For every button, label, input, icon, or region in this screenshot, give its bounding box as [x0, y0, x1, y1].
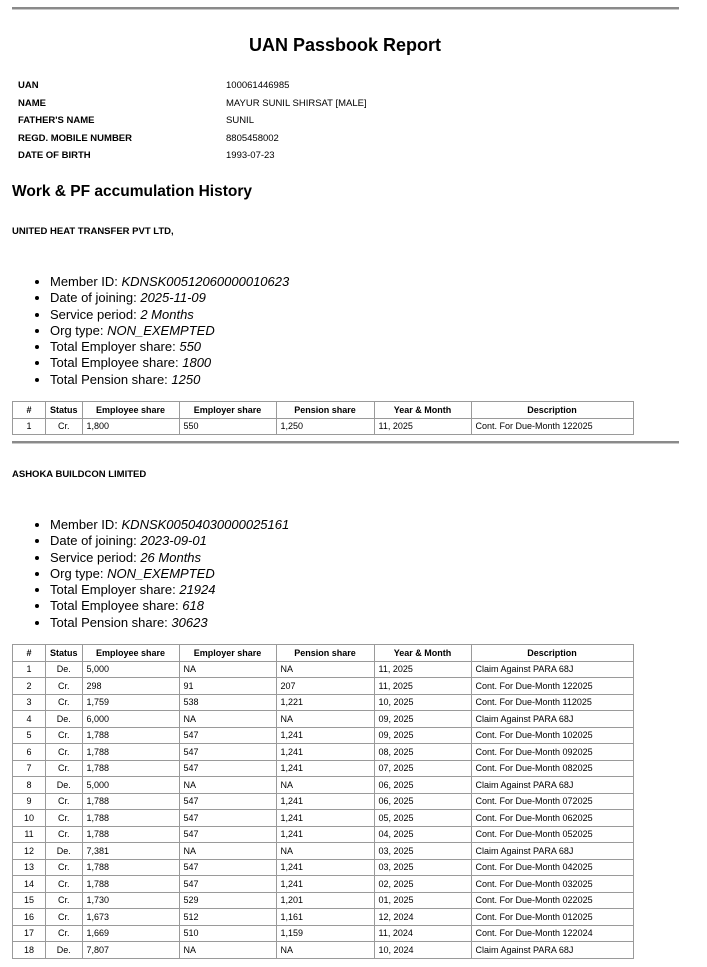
cell-index: 17: [13, 925, 46, 942]
cell-status: Cr.: [46, 859, 83, 876]
employer-details: [30, 517, 289, 631]
cell-index: 14: [13, 876, 46, 893]
info-label: DATE OF BIRTH: [18, 150, 91, 162]
cell-employer-share: 529: [179, 892, 276, 909]
cell-status: Cr.: [46, 744, 83, 761]
cell-description: Cont. For Due-Month 022025: [471, 892, 633, 909]
col-header-pension-share: Pension share: [276, 645, 374, 662]
cell-description: Cont. For Due-Month 112025: [471, 694, 633, 711]
cell-year-month: 04, 2025: [374, 826, 471, 843]
cell-employee-share: 1,788: [82, 727, 179, 744]
cell-status: De.: [46, 843, 83, 860]
col-header-index: #: [13, 645, 46, 662]
cell-employer-share: 538: [179, 694, 276, 711]
cell-year-month: 12, 2024: [374, 909, 471, 926]
table-row: [13, 859, 634, 876]
detail-date-of-joining: • Date of joining: 2023-09-01: [50, 533, 289, 549]
cell-employer-share: NA: [179, 777, 276, 794]
cell-status: De.: [46, 942, 83, 959]
detail-total-pension-share: • Total Pension share: 30623: [50, 615, 289, 631]
cell-status: De.: [46, 777, 83, 794]
cell-status: Cr.: [46, 418, 83, 435]
table-row: [13, 909, 634, 926]
cell-description: Cont. For Due-Month 122024: [471, 925, 633, 942]
cell-employer-share: 547: [179, 810, 276, 827]
cell-year-month: 02, 2025: [374, 876, 471, 893]
table-row: [13, 810, 634, 827]
table-row: [13, 843, 634, 860]
cell-pension-share: 1,241: [276, 760, 374, 777]
cell-index: 13: [13, 859, 46, 876]
cell-employer-share: 547: [179, 727, 276, 744]
col-header-employer-share: Employer share: [179, 645, 276, 662]
cell-description: Cont. For Due-Month 102025: [471, 727, 633, 744]
cell-employer-share: NA: [179, 942, 276, 959]
cell-employee-share: 1,788: [82, 859, 179, 876]
table-row: [13, 744, 634, 761]
cell-description: Cont. For Due-Month 052025: [471, 826, 633, 843]
cell-year-month: 03, 2025: [374, 843, 471, 860]
cell-status: Cr.: [46, 760, 83, 777]
cell-description: Claim Against PARA 68J: [471, 843, 633, 860]
cell-status: Cr.: [46, 826, 83, 843]
cell-pension-share: 1,241: [276, 744, 374, 761]
cell-employer-share: 510: [179, 925, 276, 942]
cell-pension-share: 1,241: [276, 826, 374, 843]
cell-description: Cont. For Due-Month 062025: [471, 810, 633, 827]
cell-employee-share: 1,788: [82, 876, 179, 893]
info-label: REGD. MOBILE NUMBER: [18, 132, 132, 144]
page-title: UAN Passbook Report: [248, 35, 442, 55]
cell-employer-share: 547: [179, 744, 276, 761]
cell-employee-share: 1,673: [82, 909, 179, 926]
cell-employee-share: 1,788: [82, 744, 179, 761]
cell-employee-share: 1,788: [82, 793, 179, 810]
cell-pension-share: 1,241: [276, 859, 374, 876]
cell-status: Cr.: [46, 925, 83, 942]
cell-index: 5: [13, 727, 46, 744]
detail-total-employee-share: • Total Employee share: 1800: [50, 355, 289, 371]
cell-index: 18: [13, 942, 46, 959]
cell-description: Claim Against PARA 68J: [471, 777, 633, 794]
cell-year-month: 11, 2025: [374, 678, 471, 695]
detail-member-id: • Member ID: KDNSK00512060000010623: [50, 274, 289, 290]
cell-description: Claim Against PARA 68J: [471, 661, 633, 678]
cell-pension-share: 1,161: [276, 909, 374, 926]
cell-status: Cr.: [46, 909, 83, 926]
passbook-table: [12, 401, 634, 435]
cell-year-month: 10, 2025: [374, 694, 471, 711]
cell-status: De.: [46, 661, 83, 678]
table-row: [13, 711, 634, 728]
cell-index: 2: [13, 678, 46, 695]
col-header-status: Status: [46, 645, 83, 662]
cell-year-month: 03, 2025: [374, 859, 471, 876]
col-header-status: Status: [46, 402, 83, 419]
cell-pension-share: 1,241: [276, 793, 374, 810]
cell-index: 1: [13, 661, 46, 678]
employer-details: [30, 274, 289, 388]
cell-description: Cont. For Due-Month 042025: [471, 859, 633, 876]
cell-year-month: 08, 2025: [374, 744, 471, 761]
cell-year-month: 01, 2025: [374, 892, 471, 909]
cell-year-month: 06, 2025: [374, 793, 471, 810]
cell-employer-share: 550: [179, 418, 276, 435]
detail-total-pension-share: • Total Pension share: 1250: [50, 372, 289, 388]
detail-date-of-joining: • Date of joining: 2025-11-09: [50, 290, 289, 306]
cell-employee-share: 5,000: [82, 661, 179, 678]
table-row: [13, 661, 634, 678]
cell-employer-share: NA: [179, 843, 276, 860]
cell-year-month: 11, 2025: [374, 418, 471, 435]
section-divider: [12, 441, 679, 444]
detail-total-employer-share: • Total Employer share: 21924: [50, 582, 289, 598]
info-row-name: [18, 95, 367, 113]
detail-member-id: • Member ID: KDNSK00504030000025161: [50, 517, 289, 533]
cell-description: Cont. For Due-Month 122025: [471, 678, 633, 695]
col-header-description: Description: [471, 402, 633, 419]
cell-status: Cr.: [46, 727, 83, 744]
cell-index: 3: [13, 694, 46, 711]
table-row: [13, 876, 634, 893]
top-divider: [12, 7, 679, 10]
info-row-mobile: [18, 130, 367, 148]
cell-pension-share: NA: [276, 843, 374, 860]
cell-status: Cr.: [46, 793, 83, 810]
info-value: 100061446985: [226, 80, 290, 92]
cell-index: 10: [13, 810, 46, 827]
cell-pension-share: NA: [276, 942, 374, 959]
cell-description: Cont. For Due-Month 072025: [471, 793, 633, 810]
cell-index: 16: [13, 909, 46, 926]
table-row: [13, 418, 634, 435]
cell-index: 4: [13, 711, 46, 728]
col-header-description: Description: [471, 645, 633, 662]
table-row: [13, 694, 634, 711]
detail-service-period: • Service period: 2 Months: [50, 307, 289, 323]
cell-employee-share: 1,788: [82, 826, 179, 843]
table-row: [13, 678, 634, 695]
cell-pension-share: 1,241: [276, 727, 374, 744]
info-label: FATHER'S NAME: [18, 115, 95, 127]
cell-employer-share: NA: [179, 661, 276, 678]
detail-total-employee-share: • Total Employee share: 618: [50, 598, 289, 614]
cell-index: 7: [13, 760, 46, 777]
table-row: [13, 727, 634, 744]
detail-service-period: • Service period: 26 Months: [50, 550, 289, 566]
cell-employer-share: 91: [179, 678, 276, 695]
passbook-table: [12, 644, 634, 959]
info-value: 8805458002: [226, 132, 279, 144]
cell-pension-share: 1,201: [276, 892, 374, 909]
info-label: NAME: [18, 97, 46, 109]
cell-employer-share: 547: [179, 793, 276, 810]
col-header-employee-share: Employee share: [82, 402, 179, 419]
cell-description: Claim Against PARA 68J: [471, 711, 633, 728]
member-info: [18, 77, 367, 165]
table-row: [13, 925, 634, 942]
col-header-index: #: [13, 402, 46, 419]
detail-org-type: • Org type: NON_EXEMPTED: [50, 323, 289, 339]
detail-total-employer-share: • Total Employer share: 550: [50, 339, 289, 355]
cell-year-month: 09, 2025: [374, 711, 471, 728]
cell-employer-share: NA: [179, 711, 276, 728]
col-header-year-month: Year & Month: [374, 402, 471, 419]
table-header-row: [13, 402, 634, 419]
info-row-uan: [18, 77, 367, 95]
table-row: [13, 760, 634, 777]
cell-pension-share: NA: [276, 777, 374, 794]
cell-status: De.: [46, 711, 83, 728]
table-row: [13, 826, 634, 843]
cell-status: Cr.: [46, 876, 83, 893]
cell-pension-share: NA: [276, 661, 374, 678]
cell-employer-share: 547: [179, 826, 276, 843]
table-row: [13, 892, 634, 909]
table-row: [13, 942, 634, 959]
cell-pension-share: NA: [276, 711, 374, 728]
col-header-year-month: Year & Month: [374, 645, 471, 662]
section-title: Work & PF accumulation History: [12, 183, 253, 200]
cell-index: 15: [13, 892, 46, 909]
cell-pension-share: 1,241: [276, 876, 374, 893]
cell-employee-share: 1,730: [82, 892, 179, 909]
cell-description: Cont. For Due-Month 122025: [471, 418, 633, 435]
cell-status: Cr.: [46, 678, 83, 695]
cell-description: Cont. For Due-Month 082025: [471, 760, 633, 777]
info-row-father-name: [18, 112, 367, 130]
cell-description: Cont. For Due-Month 032025: [471, 876, 633, 893]
cell-employee-share: 5,000: [82, 777, 179, 794]
cell-employee-share: 298: [82, 678, 179, 695]
cell-index: 11: [13, 826, 46, 843]
cell-description: Claim Against PARA 68J: [471, 942, 633, 959]
cell-year-month: 10, 2024: [374, 942, 471, 959]
cell-pension-share: 1,159: [276, 925, 374, 942]
cell-employee-share: 1,788: [82, 810, 179, 827]
cell-index: 8: [13, 777, 46, 794]
cell-employee-share: 1,759: [82, 694, 179, 711]
cell-status: Cr.: [46, 810, 83, 827]
col-header-employer-share: Employer share: [179, 402, 276, 419]
col-header-employee-share: Employee share: [82, 645, 179, 662]
cell-employer-share: 547: [179, 859, 276, 876]
cell-year-month: 11, 2024: [374, 925, 471, 942]
cell-year-month: 05, 2025: [374, 810, 471, 827]
cell-employer-share: 512: [179, 909, 276, 926]
cell-employee-share: 6,000: [82, 711, 179, 728]
employer-name: ASHOKA BUILDCON LIMITED: [12, 469, 147, 480]
table-header-row: [13, 645, 634, 662]
cell-pension-share: 1,250: [276, 418, 374, 435]
table-row: [13, 777, 634, 794]
cell-employee-share: 7,807: [82, 942, 179, 959]
cell-description: Cont. For Due-Month 012025: [471, 909, 633, 926]
cell-year-month: 06, 2025: [374, 777, 471, 794]
table-row: [13, 793, 634, 810]
cell-year-month: 07, 2025: [374, 760, 471, 777]
cell-pension-share: 1,241: [276, 810, 374, 827]
cell-employee-share: 1,669: [82, 925, 179, 942]
cell-year-month: 09, 2025: [374, 727, 471, 744]
info-value: MAYUR SUNIL SHIRSAT [MALE]: [226, 97, 367, 109]
cell-index: 12: [13, 843, 46, 860]
cell-year-month: 11, 2025: [374, 661, 471, 678]
cell-index: 1: [13, 418, 46, 435]
cell-status: Cr.: [46, 892, 83, 909]
col-header-pension-share: Pension share: [276, 402, 374, 419]
detail-org-type: • Org type: NON_EXEMPTED: [50, 566, 289, 582]
cell-pension-share: 207: [276, 678, 374, 695]
cell-employee-share: 1,788: [82, 760, 179, 777]
info-value: 1993-07-23: [226, 150, 275, 162]
info-row-dob: [18, 147, 367, 165]
info-value: SUNIL: [226, 115, 254, 127]
cell-description: Cont. For Due-Month 092025: [471, 744, 633, 761]
cell-index: 9: [13, 793, 46, 810]
info-label: UAN: [18, 80, 39, 92]
cell-employee-share: 7,381: [82, 843, 179, 860]
employer-name: UNITED HEAT TRANSFER PVT LTD,: [12, 226, 174, 237]
cell-pension-share: 1,221: [276, 694, 374, 711]
cell-index: 6: [13, 744, 46, 761]
cell-employee-share: 1,800: [82, 418, 179, 435]
cell-status: Cr.: [46, 694, 83, 711]
cell-employer-share: 547: [179, 876, 276, 893]
cell-employer-share: 547: [179, 760, 276, 777]
